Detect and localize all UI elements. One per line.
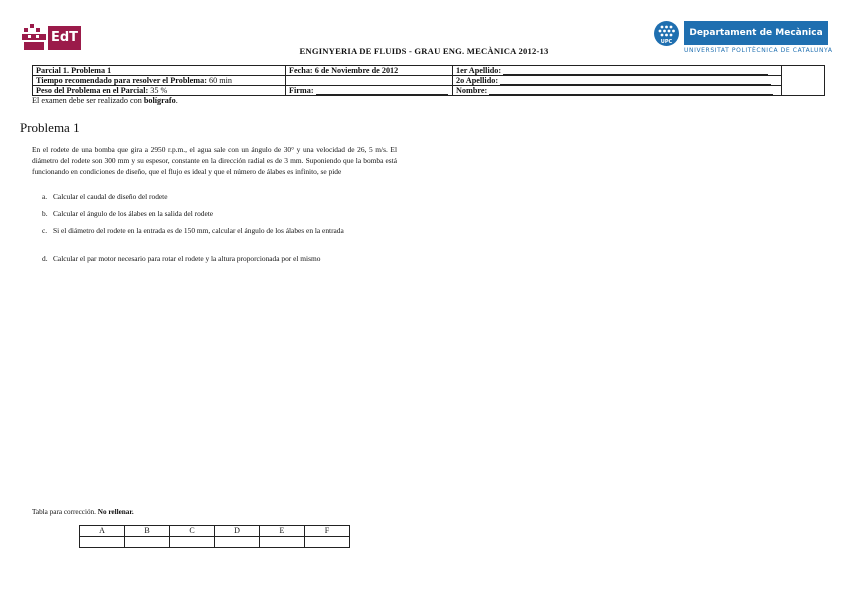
question-item	[42, 209, 397, 220]
correction-cell	[125, 537, 170, 548]
exam-part: Parcial 1. Problema 1	[36, 66, 112, 75]
correction-table	[79, 525, 350, 548]
weight-cell	[33, 86, 286, 96]
time-value: 60 min	[208, 76, 232, 85]
question-text: Calcular el par motor necesario para rotar el rodete y la altura proporcionada por el mismo	[53, 254, 321, 263]
exam-note	[32, 96, 178, 105]
correction-header: E	[260, 526, 305, 537]
surname2-label: 2o Apellido:	[456, 76, 499, 85]
question-label: d.	[42, 254, 48, 263]
edt-logo-text: EdT	[48, 26, 81, 50]
question-text: Calcular el caudal de diseño del rodete	[53, 192, 168, 201]
name-label: Nombre:	[456, 86, 488, 95]
question-item	[42, 192, 397, 203]
exam-date: Fecha: 6 de Noviembre de 2012	[289, 66, 399, 75]
correction-cell	[215, 537, 260, 548]
surname1-cell	[453, 66, 782, 76]
correction-header: B	[125, 526, 170, 537]
name-line	[489, 86, 773, 95]
problem-heading: Problema 1	[20, 120, 80, 135]
upc-circle-icon	[654, 21, 679, 46]
correction-header: F	[305, 526, 350, 537]
question-label: b.	[42, 209, 48, 218]
question-text: Calcular el ángulo de los álabes en la salida del rodete	[53, 209, 214, 218]
date-cell	[286, 66, 453, 76]
correction-cell	[305, 537, 350, 548]
correction-cell	[80, 537, 125, 548]
surname1-line	[503, 66, 768, 75]
correction-header: D	[215, 526, 260, 537]
signature-line	[316, 86, 448, 95]
weight-value: 35 %	[150, 86, 168, 95]
department-name: Departament de Mecànica de Fluids	[684, 21, 828, 45]
note-text: El examen debe ser realizado con	[32, 96, 144, 105]
signature-cell	[286, 86, 453, 96]
time-cell	[33, 76, 286, 86]
surname2-line	[500, 76, 771, 85]
upc-circle-text: UPC	[660, 39, 673, 45]
question-text: Si el diámetro del rodete en la entrada es de 150 mm, calcular el ángulo de los álabes en la entrada	[53, 226, 344, 235]
question-item	[42, 226, 397, 237]
exam-part-cell	[33, 66, 286, 76]
correction-header: A	[80, 526, 125, 537]
correction-label-text: Tabla para corrección.	[32, 508, 98, 516]
page-title: ENGINYERIA DE FLUIDS - GRAU ENG. MECÀNICA 2012-13	[299, 46, 549, 56]
empty-cell	[286, 76, 453, 86]
correction-label-bold: No rellenar.	[97, 508, 134, 516]
weight-label: Peso del Problema en el Parcial:	[36, 86, 149, 95]
university-name: UNIVERSITAT POLITÈCNICA DE CATALUNYA	[684, 47, 833, 54]
name-cell	[453, 86, 782, 96]
correction-header: C	[170, 526, 215, 537]
note-end: .	[175, 96, 178, 105]
correction-label	[32, 508, 134, 516]
correction-cell	[260, 537, 305, 548]
time-label: Tiempo recomendado para resolver el Problema:	[36, 76, 207, 85]
problem-statement: En el rodete de una bomba que gira a 2950 r.p.m., el agua sale con un ángulo de 30° y una velocidad de 26, 5 m/s. El diámetro del rodete son 300 mm y su espesor, constante en la dirección radial es de 3 mm. Suponiendo que la bomba está funcionando en condiciones de diseño, que el flujo es ideal y que el número de álabes es infinito, se pide	[32, 145, 397, 177]
question-label: c.	[42, 226, 48, 235]
surname1-label: 1er Apellido:	[456, 66, 502, 75]
blank-cell	[782, 66, 825, 96]
signature-label: Firma:	[289, 86, 314, 95]
exam-info-table	[32, 65, 825, 96]
correction-cell	[170, 537, 215, 548]
question-item	[42, 254, 397, 265]
question-label: a.	[42, 192, 48, 201]
surname2-cell	[453, 76, 782, 86]
note-bold: bolígrafo	[143, 96, 176, 105]
